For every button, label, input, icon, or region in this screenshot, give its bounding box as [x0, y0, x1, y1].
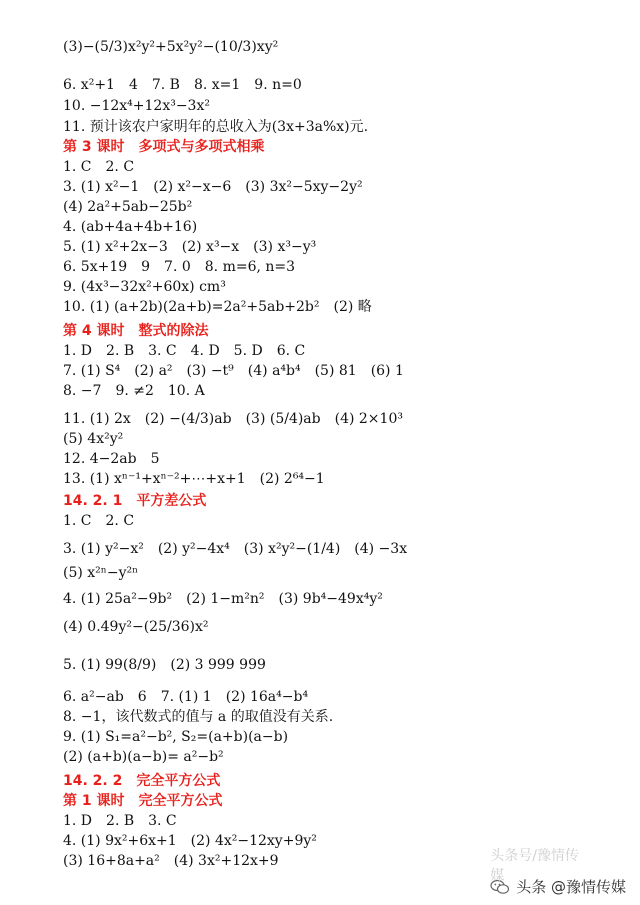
answer-line: 12. 4−2ab 5 — [63, 451, 160, 467]
answer-line: 3. (1) y²−x² (2) y²−4x⁴ (3) x²y²−(1/4) (4) −3x — [63, 541, 408, 557]
watermark-ghost-text: 头条号/豫情传媒 — [490, 848, 579, 884]
watermark — [490, 848, 628, 897]
answer-line: 9. (4x³−32x²+60x) cm³ — [63, 279, 226, 295]
answer-line: 8. −7 9. ≠2 10. A — [63, 383, 205, 399]
answer-line: 1. D 2. B 3. C 4. D 5. D 6. C — [63, 343, 306, 359]
answer-line: (3)−(5/3)x²y²+5x²y²−(10/3)xy² — [63, 39, 279, 55]
answer-line: 6. x²+1 4 7. B 8. x=1 9. n=0 — [63, 77, 302, 93]
answer-line: 4. (ab+4a+4b+16) — [63, 219, 198, 235]
answer-line: 4. (1) 25a²−9b² (2) 1−m²n² (3) 9b⁴−49x⁴y² — [63, 591, 383, 607]
answer-line: 7. (1) S⁴ (2) a² (3) −t⁹ (4) a⁴b⁴ (5) 81 (6) 1 — [63, 363, 404, 379]
answer-line: (5) x²ⁿ−y²ⁿ — [63, 565, 139, 581]
answer-line: 10. −12x⁴+12x³−3x² — [63, 98, 210, 114]
answer-line: 11. 预计该农户家明年的总收入为(3x+3a%x)元. — [63, 119, 369, 135]
answer-line: 6. 5x+19 9 7. 0 8. m=6, n=3 — [63, 259, 296, 275]
section-heading: 第 1 课时 完全平方公式 — [63, 793, 223, 809]
answer-line: 5. (1) x²+2x−3 (2) x³−x (3) x³−y³ — [63, 239, 317, 255]
section-heading: 第 4 课时 整式的除法 — [63, 323, 209, 339]
answer-line: (5) 4x²y² — [63, 431, 124, 447]
answer-line: 1. D 2. B 3. C — [63, 813, 177, 829]
answer-line: 6. a²−ab 6 7. (1) 1 (2) 16a⁴−b⁴ — [63, 689, 309, 705]
section-heading: 14. 2. 1 平方差公式 — [63, 493, 207, 509]
section-heading: 第 3 课时 多项式与多项式相乘 — [63, 139, 265, 155]
answer-line: 9. (1) S₁=a²−b², S₂=(a+b)(a−b) — [63, 729, 289, 745]
answer-line: 5. (1) 99(8/9) (2) 3 999 999 — [63, 657, 266, 673]
section-heading: 14. 2. 2 完全平方公式 — [63, 773, 221, 789]
answer-line: 4. (1) 9x²+6x+1 (2) 4x²−12xy+9y² — [63, 833, 317, 849]
answer-line: 1. C 2. C — [63, 513, 135, 529]
answer-line: (4) 0.49y²−(25/36)x² — [63, 619, 209, 635]
answer-line: 1. C 2. C — [63, 159, 135, 175]
answer-line: (2) (a+b)(a−b)= a²−b² — [63, 749, 224, 765]
watermark-text: 头条 @豫情传媒 — [516, 878, 626, 896]
answer-line: (4) 2a²+5ab−25b² — [63, 199, 193, 215]
answer-line: 8. −1，该代数式的值与 a 的取值没有关系. — [63, 709, 334, 725]
answer-line: 10. (1) (a+2b)(2a+b)=2a²+5ab+2b² (2) 略 — [63, 299, 372, 315]
answer-line: 3. (1) x²−1 (2) x²−x−6 (3) 3x²−5xy−2y² — [63, 179, 363, 195]
answer-line: (3) 16+8a+a² (4) 3x²+12x+9 — [63, 853, 279, 869]
answer-line: 13. (1) xⁿ⁻¹+xⁿ⁻²+⋯+x+1 (2) 2⁶⁴−1 — [63, 471, 325, 487]
answer-line: 11. (1) 2x (2) −(4/3)ab (3) (5/4)ab (4) 2×10³ — [63, 411, 403, 427]
